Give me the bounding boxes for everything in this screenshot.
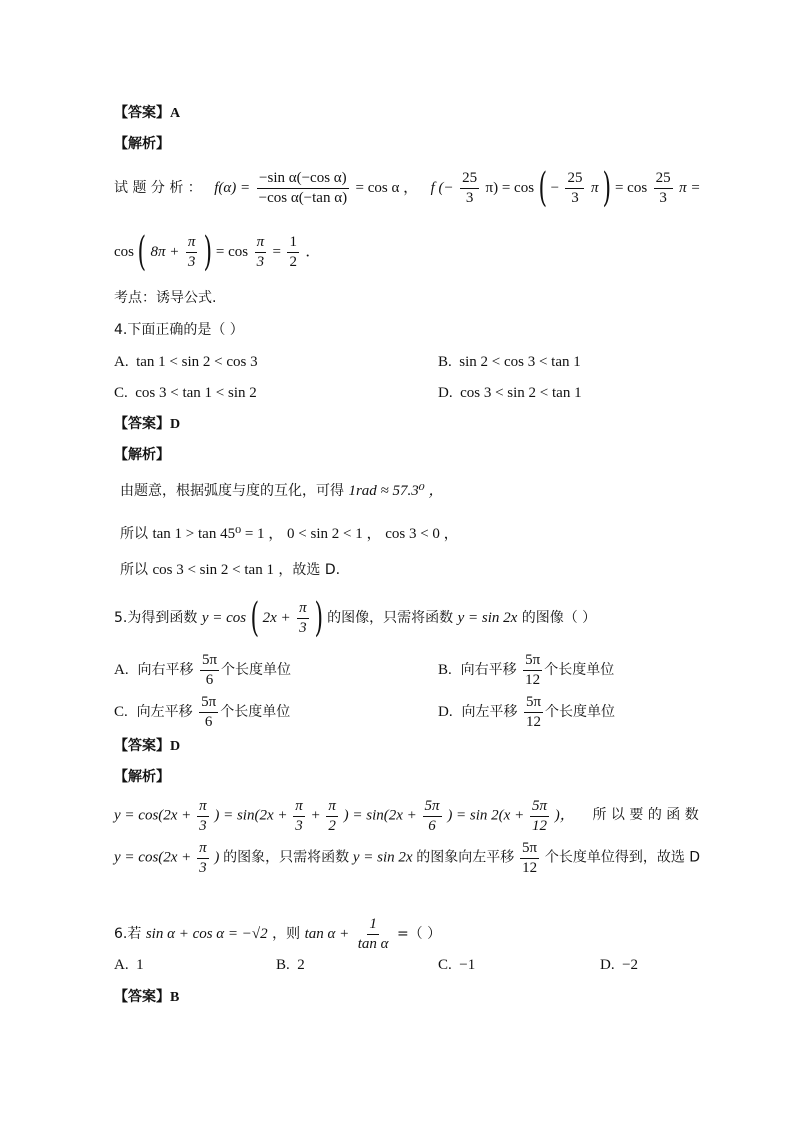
fraction-5pi-6 xyxy=(423,798,442,834)
fraction-pi-3 xyxy=(186,234,198,270)
answer-value: B xyxy=(170,990,180,1005)
option-fraction xyxy=(199,694,218,730)
fraction-numerator: π xyxy=(255,234,267,253)
q5-option-d xyxy=(438,694,615,730)
q4-option-d xyxy=(438,386,582,401)
stem-text: ，则 xyxy=(272,926,301,942)
fraction-numerator: π xyxy=(197,798,209,817)
q5-analysis-label: 【解析】 xyxy=(114,769,170,785)
fraction-numerator: 1 xyxy=(287,234,299,253)
q3-analysis-line1 xyxy=(114,165,701,211)
fraction-denominator: 6 xyxy=(205,671,214,688)
fraction-numerator: π xyxy=(197,840,209,859)
q4-analysis-label: 【解析】 xyxy=(114,447,170,463)
fraction-5pi-12 xyxy=(520,840,539,876)
fraction-numerator: 25 xyxy=(565,170,584,189)
expr-part: y = cos(2x + xyxy=(114,849,192,866)
left-paren: ( xyxy=(250,595,259,641)
fraction-5pi-12 xyxy=(530,798,549,834)
fraction-denominator: 12 xyxy=(522,859,538,876)
q4-stem: 4.下面正确的是（ ） xyxy=(114,322,244,338)
fraction-pi-3b xyxy=(255,234,267,270)
analysis-text: 所以 xyxy=(120,562,148,578)
fraction-pi-2 xyxy=(326,798,338,834)
cos-label: cos xyxy=(114,244,134,260)
fraction-pi-3b xyxy=(293,798,305,834)
q5-option-a xyxy=(114,652,291,688)
option-post: 个长度单位 xyxy=(545,704,616,720)
option-value: 2 xyxy=(297,957,305,973)
f-neg: f (− xyxy=(430,180,454,196)
right-paren: ) xyxy=(602,165,612,211)
pi-close: π) = cos xyxy=(485,180,535,196)
expr-part: ) = sin 2(x + xyxy=(447,807,525,824)
fraction-denominator: 12 xyxy=(525,671,541,688)
q3-answer xyxy=(114,106,180,121)
q3-analysis-label: 【解析】 xyxy=(114,136,170,152)
q5-analysis-line2 xyxy=(114,840,700,876)
fraction-numerator: 5π xyxy=(199,694,218,713)
option-fraction xyxy=(524,694,543,730)
fraction-denominator: −cos α(−tan α) xyxy=(258,189,348,206)
eq-cos: = cos xyxy=(215,244,249,260)
eq-cos-alpha: = cos α ， xyxy=(355,180,419,196)
q4-option-c xyxy=(114,386,257,401)
expr-part: ) xyxy=(214,849,220,866)
option-text: sin 2 < cos 3 < tan 1 xyxy=(459,354,581,370)
option-text: cos 3 < sin 2 < tan 1 xyxy=(460,385,582,401)
option-letter: D. xyxy=(600,957,615,973)
fraction-25-3c xyxy=(654,170,673,206)
option-value: 1 xyxy=(136,957,144,973)
expr-text: 的图象，只需将函数 xyxy=(223,849,350,866)
option-post: 个长度单位 xyxy=(220,704,291,720)
q5-analysis-line1 xyxy=(114,798,699,834)
period: ． xyxy=(305,244,321,260)
expr-text: 的图象向左平移 xyxy=(416,849,515,866)
option-letter: B. xyxy=(438,662,452,678)
fraction-numerator: 5π xyxy=(423,798,442,817)
neg-sign: − xyxy=(550,180,560,196)
fraction-denominator: tan α xyxy=(357,935,389,952)
answer-value: A xyxy=(170,106,181,121)
option-pre: 向左平移 xyxy=(461,704,518,720)
q5-option-b xyxy=(438,652,614,688)
fraction-denominator: 12 xyxy=(531,817,547,834)
fraction-25-3 xyxy=(460,170,479,206)
stem-text: =（ ） xyxy=(396,926,442,942)
option-text: tan 1 < sin 2 < cos 3 xyxy=(136,354,258,370)
answer-value: D xyxy=(170,417,181,432)
analysis-math: tan 1 > tan 45⁰ = 1 ， 0 < sin 2 < 1 ， cos 3 < 0 ， xyxy=(152,526,459,542)
fraction-denominator: 3 xyxy=(256,253,265,270)
option-value: −1 xyxy=(459,957,476,973)
option-fraction xyxy=(523,652,542,688)
fraction-denominator: 3 xyxy=(295,817,303,834)
stem-func2: y = sin 2x xyxy=(457,610,518,626)
q4-answer xyxy=(114,417,180,432)
option-letter: D. xyxy=(438,704,453,720)
q6-option-c xyxy=(438,958,475,973)
option-letter: B. xyxy=(438,354,452,370)
q5-answer xyxy=(114,739,180,754)
option-text: cos 3 < tan 1 < sin 2 xyxy=(135,385,257,401)
analysis-math: cos 3 < sin 2 < tan 1 xyxy=(152,562,274,578)
expr-part: + xyxy=(310,807,321,824)
q4-option-a xyxy=(114,355,258,370)
q4-analysis-line1 xyxy=(120,484,444,499)
fraction-numerator: −sin α(−cos α) xyxy=(257,170,349,189)
f-alpha: f(α) = xyxy=(214,180,251,196)
stem-text: 6.若 xyxy=(114,926,142,942)
stem-text: 的图像（ ） xyxy=(521,610,597,626)
analysis-tail: ，故选 D. xyxy=(278,562,341,578)
option-post: 个长度单位 xyxy=(221,662,292,678)
fraction-numerator: π xyxy=(186,234,198,253)
eq-cos: = cos xyxy=(614,180,648,196)
fraction-pi-3 xyxy=(197,798,209,834)
answer-label: 【答案】 xyxy=(114,105,170,121)
q6-option-a xyxy=(114,958,144,973)
answer-label: 【答案】 xyxy=(114,989,170,1005)
stem-text: 5.为得到函数 xyxy=(114,610,198,626)
option-letter: C. xyxy=(438,957,452,973)
fraction-denominator: 3 xyxy=(571,189,579,206)
fraction-denominator: 3 xyxy=(199,859,207,876)
fraction-numerator: 1 xyxy=(367,916,379,935)
fraction-numerator: 5π xyxy=(530,798,549,817)
q4-analysis-line2 xyxy=(120,527,459,542)
fraction-denominator: 2 xyxy=(328,817,336,834)
expr-part: y = cos(2x + xyxy=(114,807,192,824)
expr-part: y = sin 2x xyxy=(352,849,413,866)
fraction-denominator: 3 xyxy=(187,253,196,270)
option-letter: A. xyxy=(114,354,129,370)
fraction-denominator: 2 xyxy=(289,253,297,270)
expr-text: 个长度单位得到，故选 D xyxy=(544,849,701,866)
q5-option-c xyxy=(114,694,290,730)
fraction-numerator: 25 xyxy=(460,170,479,189)
option-letter: A. xyxy=(114,662,129,678)
option-letter: D. xyxy=(438,385,453,401)
pi-symbol: π xyxy=(590,180,599,196)
fraction-numerator: π xyxy=(297,600,309,619)
pi-eq: π = xyxy=(679,180,701,196)
fraction-pi-3 xyxy=(297,600,309,636)
option-letter: C. xyxy=(114,385,128,401)
fraction-numerator: 5π xyxy=(200,652,219,671)
answer-value: D xyxy=(170,739,181,754)
fraction-denominator: 3 xyxy=(299,619,307,636)
option-letter: B. xyxy=(276,957,290,973)
expr-part: ) = sin(2x + xyxy=(343,807,417,824)
fraction-f-alpha xyxy=(257,170,349,206)
fraction-1-tan xyxy=(356,916,391,952)
answer-label: 【答案】 xyxy=(114,416,170,432)
fraction-numerator: π xyxy=(293,798,305,817)
q4-analysis-line3 xyxy=(120,563,340,578)
stem-func: y = cos xyxy=(201,610,247,626)
fraction-denominator: 3 xyxy=(199,817,207,834)
q6-option-b xyxy=(276,958,305,973)
analysis-math: 1rad ≈ 57.3⁰ ， xyxy=(348,483,444,499)
stem-text: 的图像，只需将函数 xyxy=(327,610,454,626)
expr-part: ) = sin(2x + xyxy=(214,807,288,824)
option-pre: 向右平移 xyxy=(460,662,517,678)
stem-tan: tan α + xyxy=(304,926,350,942)
option-pre: 向右平移 xyxy=(137,662,194,678)
option-letter: A. xyxy=(114,957,129,973)
right-paren: ) xyxy=(314,595,324,641)
q3-analysis-line2 xyxy=(114,229,321,275)
fraction-numerator: π xyxy=(326,798,338,817)
expr-text: 所 以 要 的 函 数 xyxy=(592,807,699,824)
answer-label: 【答案】 xyxy=(114,738,170,754)
eq-sign: = xyxy=(272,244,281,260)
fraction-denominator: 6 xyxy=(204,713,213,730)
analysis-text: 由题意，根据弧度与度的互化，可得 xyxy=(120,483,344,499)
fraction-numerator: 5π xyxy=(524,694,543,713)
fraction-numerator: 5π xyxy=(523,652,542,671)
fraction-denominator: 3 xyxy=(465,189,474,206)
option-letter: C. xyxy=(114,704,128,720)
fraction-numerator: 25 xyxy=(654,170,673,189)
fraction-denominator: 6 xyxy=(428,817,436,834)
left-paren: ( xyxy=(137,229,147,275)
option-pre: 向左平移 xyxy=(136,704,193,720)
q6-stem xyxy=(114,916,441,952)
option-value: −2 xyxy=(622,957,639,973)
right-paren: ) xyxy=(203,229,212,275)
q6-answer xyxy=(114,990,179,1005)
q4-option-b xyxy=(438,355,581,370)
q3-kaodian: 考点：诱导公式. xyxy=(114,290,217,306)
fraction-denominator: 3 xyxy=(659,189,667,206)
fraction-pi-3 xyxy=(197,840,209,876)
left-paren: ( xyxy=(538,165,547,211)
stem-math: sin α + cos α = −√2 xyxy=(145,926,268,942)
q5-stem xyxy=(114,595,597,641)
fraction-1-2 xyxy=(287,234,299,270)
option-post: 个长度单位 xyxy=(544,662,615,678)
stem-inner: 2x + xyxy=(262,610,291,626)
analysis-prefix: 试 题 分 析 ： xyxy=(114,180,202,196)
analysis-text: 所以 xyxy=(120,526,148,542)
fraction-25-3b xyxy=(565,170,584,206)
fraction-numerator: 5π xyxy=(520,840,539,859)
inner-expr: 8π + xyxy=(150,244,180,260)
q6-option-d xyxy=(600,958,638,973)
option-fraction xyxy=(200,652,219,688)
expr-part: )， xyxy=(554,807,575,824)
fraction-denominator: 12 xyxy=(525,713,541,730)
